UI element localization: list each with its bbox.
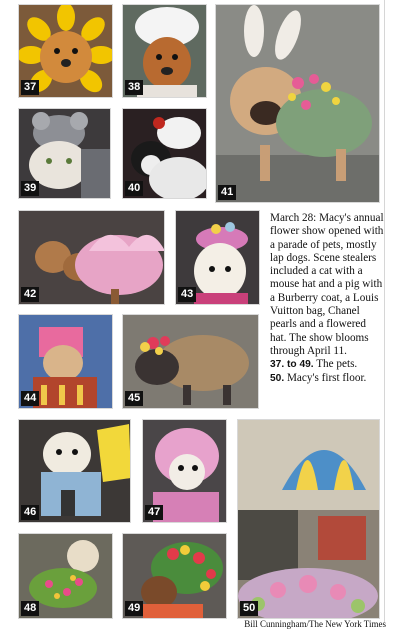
photo-number: 48 (21, 601, 39, 616)
caption-last-text: Macy's first floor. (286, 371, 367, 384)
photo-number: 46 (21, 505, 39, 520)
photo-43 (175, 210, 260, 305)
photo-46 (18, 419, 131, 523)
photo-45-image (123, 315, 259, 409)
photo-47 (142, 419, 227, 523)
photo-number: 49 (125, 601, 143, 616)
photo-number: 50 (240, 601, 258, 616)
photo-42-image (19, 211, 165, 305)
column-rule (384, 0, 385, 622)
photo-45 (122, 314, 259, 409)
caption-store-line (270, 372, 384, 385)
caption (270, 212, 384, 385)
photo-41-image (216, 5, 380, 203)
photo-number: 44 (21, 391, 39, 406)
photo-40 (122, 108, 207, 199)
caption-last-label: 50. (270, 372, 285, 384)
photo-number: 47 (145, 505, 163, 520)
caption-range-text: The pets. (316, 358, 358, 371)
photo-credit: Bill Cunningham/The New York Times (244, 619, 386, 629)
photo-50 (237, 419, 380, 619)
photo-48 (18, 533, 113, 619)
photo-37 (18, 4, 113, 98)
photo-number: 42 (21, 287, 39, 302)
photo-49 (122, 533, 227, 619)
photo-number: 39 (21, 181, 39, 196)
photo-42 (18, 210, 165, 305)
photo-number: 40 (125, 181, 143, 196)
photo-number: 37 (21, 80, 39, 95)
photo-41 (215, 4, 380, 203)
photo-number: 38 (125, 80, 143, 95)
photo-44 (18, 314, 113, 409)
caption-pets-line (270, 358, 384, 371)
caption-lead: March 28: Macy's annual flower show opened with a parade of pets, mostly lap dogs. Scene stealers included a cat with a mouse hat and a pig with a Burberry coat, a Louis Vuitton bag, Chanel pearls and a flowered hat. The show blooms through April 11. (270, 212, 384, 357)
photo-50-image (238, 420, 380, 619)
caption-range-label: 37. to 49. (270, 359, 314, 371)
photo-number: 45 (125, 391, 143, 406)
photo-38 (122, 4, 207, 98)
photo-39 (18, 108, 111, 199)
photo-number: 41 (218, 185, 236, 200)
photo-number: 43 (178, 287, 196, 302)
